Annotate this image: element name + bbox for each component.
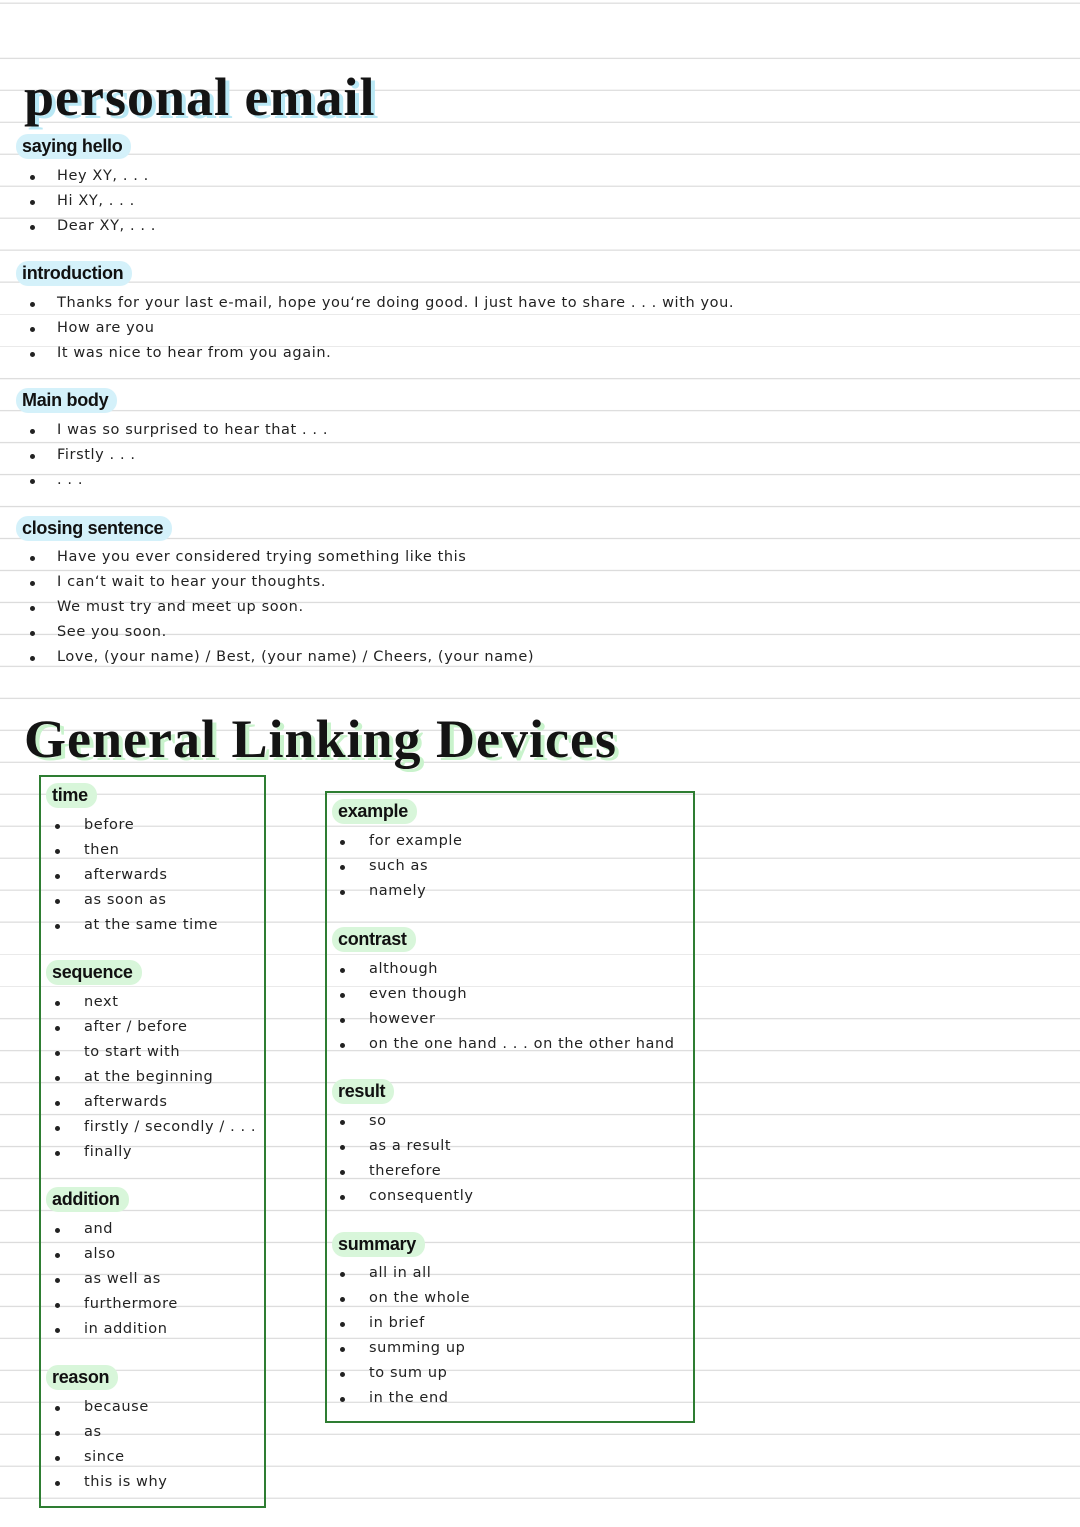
list-item: afterwards	[51, 863, 218, 888]
heading-contrast: contrast	[332, 927, 416, 952]
list-item: for example	[336, 829, 463, 854]
list-item: as soon as	[51, 888, 218, 913]
linking-box-right	[325, 791, 695, 1423]
list-item: I was so surprised to hear that . . .	[25, 418, 328, 443]
list-item: because	[51, 1395, 168, 1420]
list-item: even though	[336, 982, 675, 1007]
list-item: Hi XY, . . .	[25, 189, 156, 214]
list-item: Hey XY, . . .	[25, 164, 156, 189]
list-item: as well as	[51, 1267, 178, 1292]
list-item: as a result	[336, 1134, 474, 1159]
list-item: therefore	[336, 1159, 474, 1184]
list-item: this is why	[51, 1470, 168, 1495]
list-item: Love, (your name) / Best, (your name) / Cheers, (your name)	[25, 645, 534, 670]
heading-reason: reason	[46, 1365, 118, 1390]
list-item: in brief	[336, 1311, 470, 1336]
list-item: since	[51, 1445, 168, 1470]
heading-introduction: introduction	[16, 261, 132, 286]
list-item: I can‘t wait to hear your thoughts.	[25, 570, 534, 595]
list-time	[51, 813, 218, 938]
list-item: Have you ever considered trying something like this	[25, 545, 534, 570]
heading-summary: summary	[332, 1232, 425, 1257]
list-summary	[336, 1261, 470, 1411]
list-item: to sum up	[336, 1361, 470, 1386]
list-item: before	[51, 813, 218, 838]
linking-devices-title: General Linking Devices	[24, 709, 617, 769]
linking-box-left	[39, 775, 266, 1508]
heading-closing-sentence: closing sentence	[16, 516, 172, 541]
list-item: See you soon.	[25, 620, 534, 645]
list-item: summing up	[336, 1336, 470, 1361]
list-item: in the end	[336, 1386, 470, 1411]
heading-addition: addition	[46, 1187, 129, 1212]
list-item: in addition	[51, 1317, 178, 1342]
list-item: afterwards	[51, 1090, 256, 1115]
list-sequence	[51, 990, 256, 1165]
list-item: all in all	[336, 1261, 470, 1286]
list-item: although	[336, 957, 675, 982]
heading-example: example	[332, 799, 417, 824]
list-item: How are you	[25, 316, 734, 341]
list-item: namely	[336, 879, 463, 904]
list-item: on the one hand . . . on the other hand	[336, 1032, 675, 1057]
email-title: personal email	[24, 67, 376, 127]
heading-result: result	[332, 1079, 394, 1104]
list-item: as	[51, 1420, 168, 1445]
list-closing-sentence	[25, 545, 534, 670]
list-introduction	[25, 291, 734, 366]
list-item: furthermore	[51, 1292, 178, 1317]
list-item: finally	[51, 1140, 256, 1165]
list-item: so	[336, 1109, 474, 1134]
list-item: also	[51, 1242, 178, 1267]
list-item: on the whole	[336, 1286, 470, 1311]
list-item: We must try and meet up soon.	[25, 595, 534, 620]
list-contrast	[336, 957, 675, 1057]
list-item: firstly / secondly / . . .	[51, 1115, 256, 1140]
list-item: then	[51, 838, 218, 863]
list-item: after / before	[51, 1015, 256, 1040]
list-example	[336, 829, 463, 904]
list-item: to start with	[51, 1040, 256, 1065]
list-item: Thanks for your last e-mail, hope you‘re doing good. I just have to share . . . with you.	[25, 291, 734, 316]
heading-time: time	[46, 783, 97, 808]
list-item: next	[51, 990, 256, 1015]
list-item: at the beginning	[51, 1065, 256, 1090]
list-item: such as	[336, 854, 463, 879]
list-result	[336, 1109, 474, 1209]
heading-main-body: Main body	[16, 388, 117, 413]
list-main-body	[25, 418, 328, 493]
list-saying-hello	[25, 164, 156, 239]
list-item: however	[336, 1007, 675, 1032]
list-item: Firstly . . .	[25, 443, 328, 468]
heading-sequence: sequence	[46, 960, 142, 985]
list-item: . . .	[25, 468, 328, 493]
list-reason	[51, 1395, 168, 1495]
list-item: and	[51, 1217, 178, 1242]
list-item: consequently	[336, 1184, 474, 1209]
list-item: Dear XY, . . .	[25, 214, 156, 239]
list-addition	[51, 1217, 178, 1342]
list-item: It was nice to hear from you again.	[25, 341, 734, 366]
list-item: at the same time	[51, 913, 218, 938]
heading-saying-hello: saying hello	[16, 134, 131, 159]
